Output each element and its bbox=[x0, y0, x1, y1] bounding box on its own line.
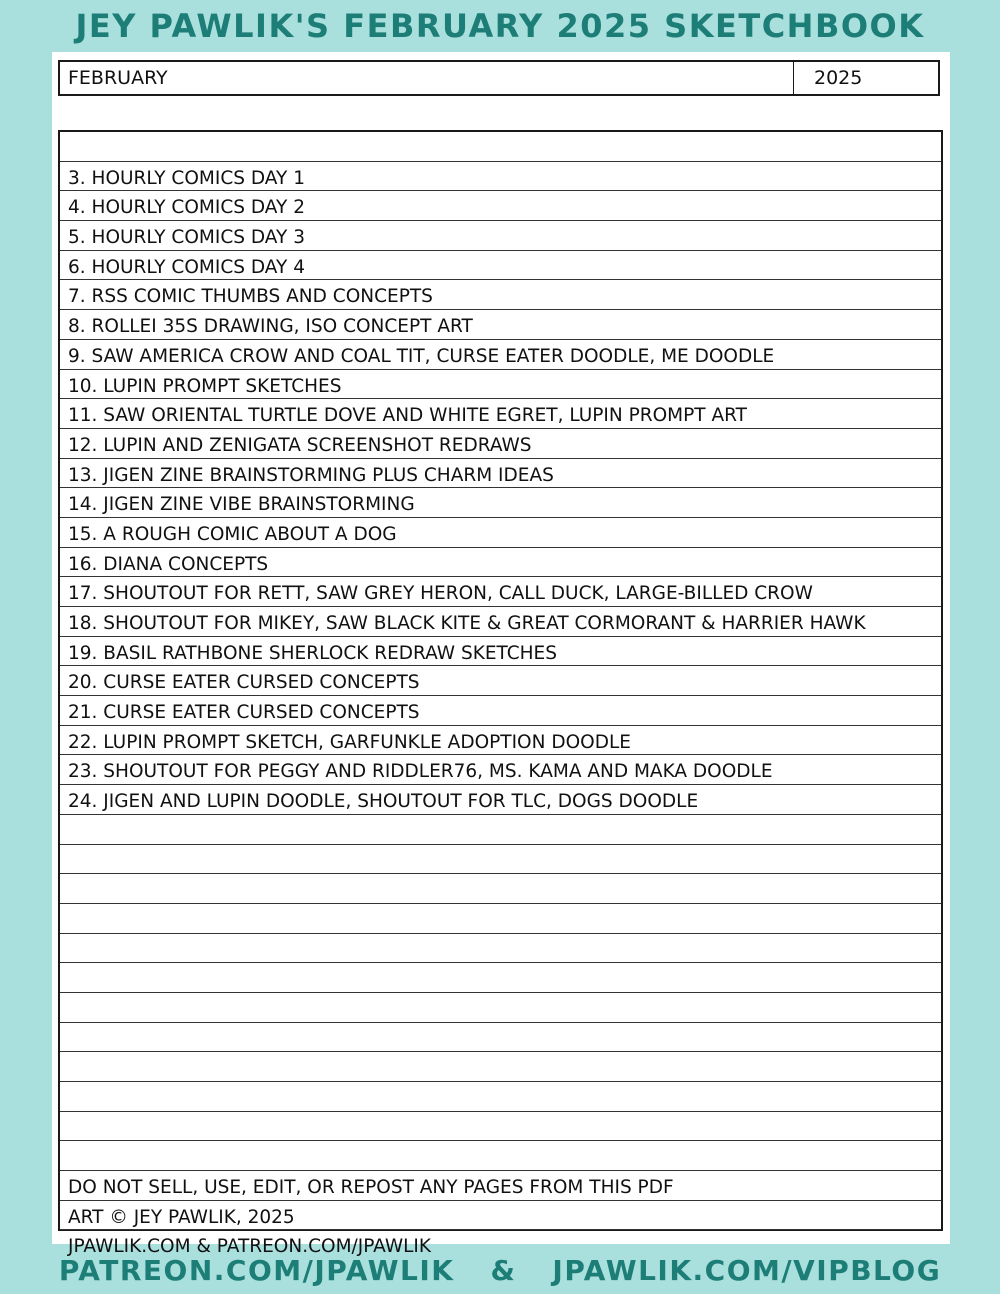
list-item: 8. ROLLEI 35S DRAWING, ISO CONCEPT ART bbox=[60, 310, 941, 340]
list-item bbox=[60, 874, 941, 904]
list-item bbox=[60, 1052, 941, 1082]
list-item: 19. BASIL RATHBONE SHERLOCK REDRAW SKETCHES bbox=[60, 637, 941, 667]
list-item: 21. CURSE EATER CURSED CONCEPTS bbox=[60, 696, 941, 726]
list-item: 11. SAW ORIENTAL TURTLE DOVE AND WHITE EGRET, LUPIN PROMPT ART bbox=[60, 399, 941, 429]
list-item: 15. A ROUGH COMIC ABOUT A DOG bbox=[60, 518, 941, 548]
list-item bbox=[60, 815, 941, 845]
footer-links bbox=[0, 1250, 1000, 1290]
list-item bbox=[60, 132, 941, 162]
list-item: 14. JIGEN ZINE VIBE BRAINSTORMING bbox=[60, 488, 941, 518]
list-item: 13. JIGEN ZINE BRAINSTORMING PLUS CHARM IDEAS bbox=[60, 459, 941, 489]
list-item bbox=[60, 1023, 941, 1053]
list-item bbox=[60, 934, 941, 964]
list-item: 10. LUPIN PROMPT SKETCHES bbox=[60, 370, 941, 400]
list-item bbox=[60, 904, 941, 934]
list-item bbox=[60, 993, 941, 1023]
list-item: 16. DIANA CONCEPTS bbox=[60, 548, 941, 578]
list-item: DO NOT SELL, USE, EDIT, OR REPOST ANY PAGES FROM THIS PDF bbox=[60, 1171, 941, 1201]
list-item: 3. HOURLY COMICS DAY 1 bbox=[60, 162, 941, 192]
list-item: 6. HOURLY COMICS DAY 4 bbox=[60, 251, 941, 281]
list-item: 20. CURSE EATER CURSED CONCEPTS bbox=[60, 666, 941, 696]
list-item bbox=[60, 963, 941, 993]
page-title: JEY PAWLIK'S FEBRUARY 2025 SKETCHBOOK bbox=[75, 7, 925, 45]
list-item bbox=[60, 1112, 941, 1142]
list-item: 18. SHOUTOUT FOR MIKEY, SAW BLACK KITE & GREAT CORMORANT & HARRIER HAWK bbox=[60, 607, 941, 637]
month-label: FEBRUARY bbox=[60, 62, 794, 94]
list-item: 24. JIGEN AND LUPIN DOODLE, SHOUTOUT FOR TLC, DOGS DOODLE bbox=[60, 785, 941, 815]
list-item: 23. SHOUTOUT FOR PEGGY AND RIDDLER76, MS. KAMA AND MAKA DOODLE bbox=[60, 755, 941, 785]
header-box bbox=[58, 60, 940, 96]
list-item bbox=[60, 1141, 941, 1171]
vipblog-link[interactable]: JPAWLIK.COM/VIPBLOG bbox=[552, 1253, 942, 1287]
entry-list bbox=[58, 130, 943, 1258]
list-item bbox=[60, 1082, 941, 1112]
list-item: ART © JEY PAWLIK, 2025 bbox=[60, 1201, 941, 1231]
sketchbook-page bbox=[52, 52, 950, 1258]
patreon-link[interactable]: PATREON.COM/JPAWLIK bbox=[58, 1253, 455, 1287]
list-item: JPAWLIK.COM & PATREON.COM/JPAWLIK bbox=[68, 1236, 432, 1258]
list-item: 5. HOURLY COMICS DAY 3 bbox=[60, 221, 941, 251]
list-item: 7. RSS COMIC THUMBS AND CONCEPTS bbox=[60, 280, 941, 310]
list-item: 17. SHOUTOUT FOR RETT, SAW GREY HERON, CALL DUCK, LARGE-BILLED CROW bbox=[60, 577, 941, 607]
list-item: 22. LUPIN PROMPT SKETCH, GARFUNKLE ADOPTION DOODLE bbox=[60, 726, 941, 756]
list-item: 4. HOURLY COMICS DAY 2 bbox=[60, 191, 941, 221]
separator: & bbox=[490, 1253, 517, 1287]
list-item: 9. SAW AMERICA CROW AND COAL TIT, CURSE EATER DOODLE, ME DOODLE bbox=[60, 340, 941, 370]
list-item: 12. LUPIN AND ZENIGATA SCREENSHOT REDRAWS bbox=[60, 429, 941, 459]
list-item bbox=[60, 845, 941, 875]
year-label: 2025 bbox=[814, 67, 863, 89]
